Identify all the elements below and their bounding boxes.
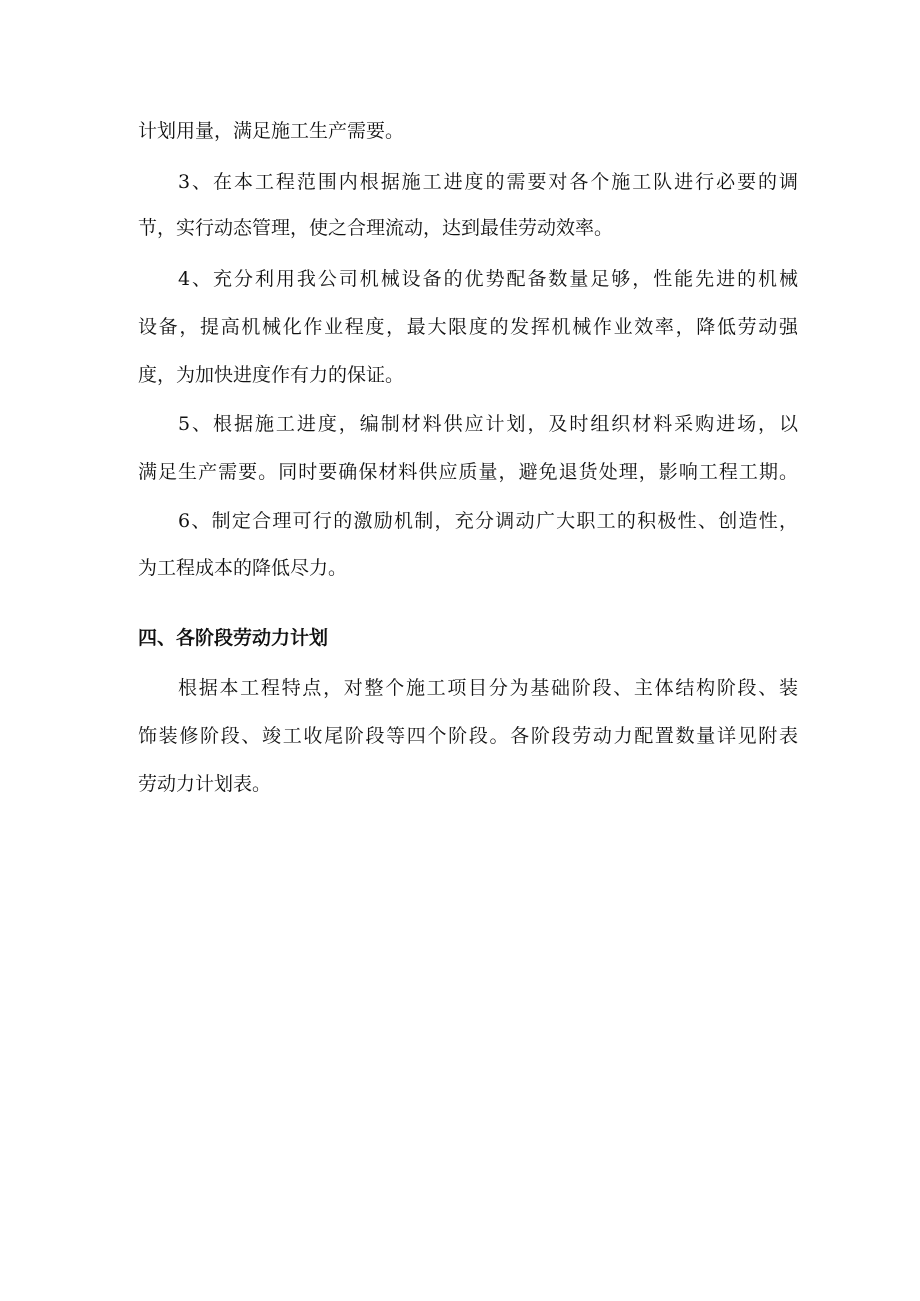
paragraph-line: 根据本工程特点，对整个施工项目分为基础阶段、主体结构阶段、装 xyxy=(178,677,798,699)
paragraph-line: 节，实行动态管理，使之合理流动，达到最佳劳动效率。 xyxy=(138,217,614,239)
paragraph-line: 满足生产需要。同时要确保材料供应质量，避免退货处理，影响工程工期。 xyxy=(138,461,798,483)
paragraph-line: 为工程成本的降低尽力。 xyxy=(138,557,348,579)
paragraph-line: 3、在本工程范围内根据施工进度的需要对各个施工队进行必要的调 xyxy=(178,171,798,193)
paragraph-line: 4、充分利用我公司机械设备的优势配备数量足够，性能先进的机械 xyxy=(178,268,798,290)
paragraph-line: 劳动力计划表。 xyxy=(138,773,272,795)
paragraph-line: 设备，提高机械化作业程度，最大限度的发挥机械作业效率，降低劳动强 xyxy=(138,316,798,338)
paragraph-line: 5、根据施工进度，编制材料供应计划，及时组织材料采购进场，以 xyxy=(178,413,798,435)
paragraph-line: 度，为加快进度作有力的保证。 xyxy=(138,364,405,386)
section-heading: 四、各阶段劳动力计划 xyxy=(138,627,329,649)
paragraph-line: 饰装修阶段、竣工收尾阶段等四个阶段。各阶段劳动力配置数量详见附表 xyxy=(138,725,798,747)
paragraph-line: 6、制定合理可行的激励机制，充分调动广大职工的积极性、创造性， xyxy=(178,510,798,532)
paragraph-line: 计划用量，满足施工生产需要。 xyxy=(138,120,405,142)
